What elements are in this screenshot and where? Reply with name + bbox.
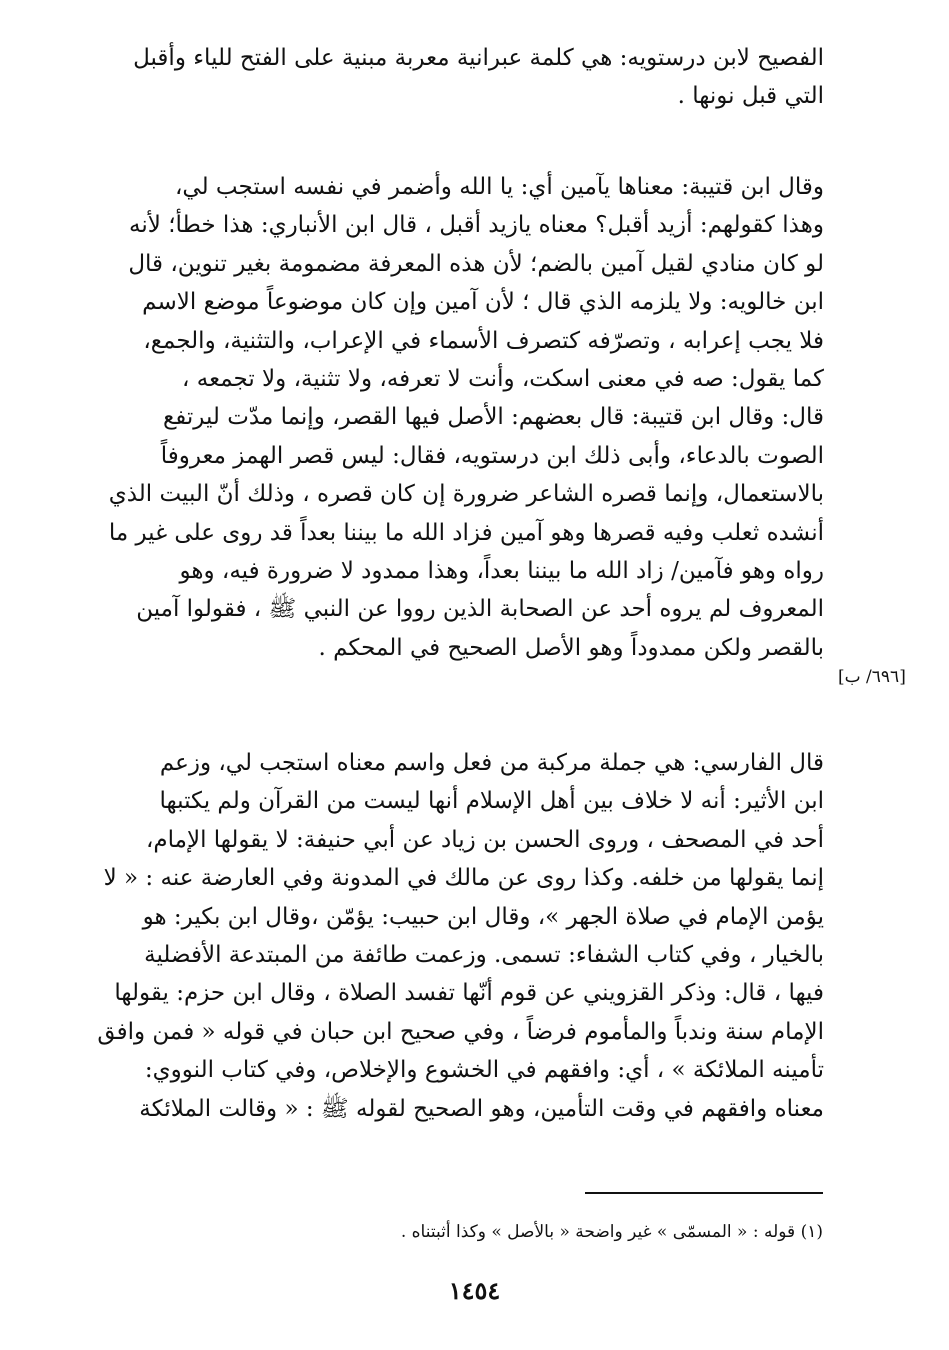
text-line: وهذا كقولهم: أزيد أقبل؟ معناه يازيد أقبل ، قال ابن الأنباري: هذا خطأ؛ لأنه [129, 212, 824, 239]
footnote: (١) قوله : « المسمّى » غير واضحة « بالأصل » وكذا أثبتناه . [400, 1222, 823, 1242]
footnote-separator [585, 1192, 823, 1194]
text-line: ابن خالويه: ولا يلزمه الذي قال ؛ لأن آمين وإن كان موضوعاً موضع الاسم [142, 289, 824, 316]
paragraph-1 [72, 39, 824, 116]
text-line: الفصيح لابن درستويه: هي كلمة عبرانية معربة مبنية على الفتح للياء وأقبل [133, 45, 824, 71]
text-line: بالاستعمال، وإنما قصره الشاعر ضرورة إن كان قصره ، وذلك أنّ البيت الذي [108, 481, 824, 508]
text-line: أنشده ثعلب وفيه قصرها وهو آمين فزاد الله ما بيننا بعداً قد روى على غير ما [108, 519, 824, 546]
margin-folio-reference: [٦٩٦/ ب] [838, 667, 906, 687]
paragraph-3 [72, 744, 824, 1128]
text-line: فلا يجب إعرابه ، وتصرّفه كتصرف الأسماء في الإعراب، والتثنية، والجمع، [143, 327, 824, 354]
text-line: إنما يقولها من خلفه. وكذا روى عن مالك في المدونة وفي العارضة عنه : « لا [103, 865, 824, 892]
text-line: أحد في المصحف ، وروى الحسن بن زياد عن أبي حنيفة: لا يقولها الإمام، [145, 826, 824, 853]
text-line: الإمام سنة وندباً والمأموم فرضاً ، وفي صحيح ابن حبان في قوله « فمن وافق [97, 1018, 824, 1045]
text-line: تأمينه الملائكة » ، أي: وافقهم في الخشوع والإخلاص، وفي كتاب النووي: [144, 1057, 824, 1084]
paragraph-2 [72, 168, 824, 667]
text-line: كما يقول: صه في معنى اسكت، وأنت لا تعرفه، ولا تثنية، ولا تجمعه ، [182, 365, 824, 392]
page-number: ١٤٥٤ [448, 1276, 501, 1305]
text-line: وقال ابن قتيبة: معناها يآمين أي: يا الله وأضمر في نفسه استجب لي، [174, 174, 824, 200]
text-line: يؤمن الإمام في صلاة الجهر »، وقال ابن حبيب: يؤمّن ،وقال ابن بكير: هو [142, 903, 824, 930]
text-line: فيها ، قال: وذكر القزويني عن قوم أنّها تفسد الصلاة ، وقال ابن حزم: يقولها [114, 980, 824, 1007]
text-line: رواه وهو فآمين/ زاد الله ما بيننا بعداً، وهذا ممدود لا ضرورة فيه، وهو [179, 557, 824, 584]
text-line: قال: وقال ابن قتيبة: قال بعضهم: الأصل فيها القصر، وإنما مدّت ليرتفع [163, 404, 824, 431]
text-line: الصوت بالدعاء، وأبى ذلك ابن درستويه، فقال: ليس قصر الهمز معروفاً [160, 442, 824, 469]
text-line: ابن الأثير: أنه لا خلاف بين أهل الإسلام أنها ليست من القرآن ولم يكتبها [159, 788, 824, 815]
text-line: قال الفارسي: هي جملة مركبة من فعل واسم معناه استجب لي، وزعم [159, 750, 824, 776]
text-line: معناه وافقهم في وقت التأمين، وهو الصحيح لقوله ﷺ : « وقالت الملائكة [139, 1095, 824, 1122]
text-line: المعروف لم يروه أحد عن الصحابة الذين رووا عن النبي ﷺ ، فقولوا آمين [136, 596, 824, 623]
text-line: التي قبل نونها . [677, 83, 824, 110]
text-line: بالخيار ، وفي كتاب الشفاء: تسمى. وزعمت طائفة من المبتدعة الأفضلية [144, 941, 824, 968]
text-line: بالقصر ولكن ممدوداً وهو الأصل الصحيح في المحكم . [318, 634, 824, 661]
text-line: لو كان منادي لقيل آمين بالضم؛ لأن هذه المعرفة مضمومة بغير تنوين، قال [128, 250, 824, 277]
